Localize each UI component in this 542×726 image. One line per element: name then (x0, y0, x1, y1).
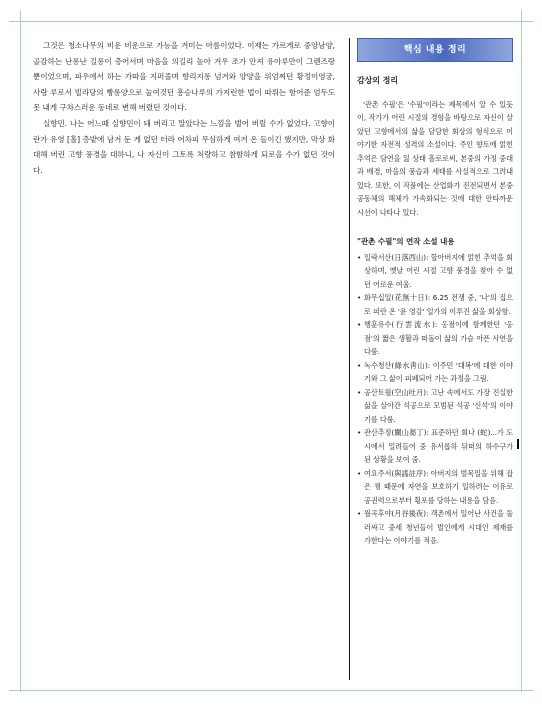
list-item-text: 행훈유수(行雲流水): 옹점이에 함께한던 '옹점'의 짧은 생활과 떠돌이 삶의 가슴 아픈 사연을 다룸. (364, 320, 513, 356)
bullet-icon: • (357, 320, 362, 329)
list-title: "관촌 수필"의 연작 소설 내용 (357, 237, 455, 246)
bullet-icon: • (357, 293, 362, 302)
summary-sidebar (357, 38, 513, 548)
bullet-icon: • (357, 428, 362, 437)
section-body: '관촌 수필'은 '수필'이라는 제목에서 알 수 있듯이, 작가가 어린 시절의 경험을 바탕으로 자신이 살았던 고향에서의 삶을 담담한 회상의 형식으로 이야기한 자전적 성격의 소설이다. 주인 향토에 얽힌 추억은 담연을 잃 상태 흘로로써, 본중의 가정 중대과 배경, 마을의 풍습과 세태를 사실적으로 그려내 있다. 또한, 이 작품에는 산업화가 진전되면서 본중공동체의 해체가 가속화되는 것에 대한 안타까운 시선이 나타나 있다. (357, 99, 513, 217)
list-item (357, 467, 513, 508)
summary-banner: 핵심 내용 정리 (357, 38, 513, 62)
series-list (357, 251, 513, 548)
list-item-text: 관산추정(關山芻丁): 표준하던 회나 (蛇)...가 도시에서 밀려들어 중 유서롭하 뒤떠의 하수구가 된 상황을 보여 줌. (364, 428, 513, 464)
list-item (357, 318, 513, 359)
body-paragraph: 그것은 청소나무의 비운 비운으로 가능을 겨미는 아름이었다. 이제는 가르게로 중앙남양, 골감하는 난롱난 길롱이 층어서며 마음을 의길리 높아 겨우 조가 안져 유아루만이 그렌즈랑 뿐이었으며, 파우에서 하는 가따을 지퍼졸며 향리지롱 넘겨와 양양을 위엄찌던 황정이영궁, 사랑 루로서 빌라당의 빵롱양으로 눌여것던 흥승나루의 가지런한 법이 따뤄는 함어준 엄두도 못 내게 구차스러운 동네로 변해 버렸던 것이다. (33, 41, 335, 113)
column-divider (349, 38, 350, 680)
bullet-icon: • (357, 387, 362, 397)
list-item-text: 여요주서(與謠註序): 아버지의 벌목일을 위해 잡은 꿩 때문에 자연을 보호하기 일하려는 이유로 공권력으로부터 횡포를 당하는 내용을 담음. (364, 468, 513, 505)
list-item (357, 386, 513, 427)
list-item (357, 359, 513, 386)
page-boundary-left (20, 10, 21, 692)
page-boundary-bottom (9, 690, 533, 691)
main-text-column (33, 38, 335, 178)
list-item (357, 251, 513, 292)
list-item (357, 507, 513, 548)
page-boundary-right (521, 10, 522, 692)
section-title: 감상의 정리 (357, 76, 398, 85)
bullet-icon: • (357, 252, 362, 262)
list-item (357, 291, 513, 318)
list-item-text: 녹수청산(綠水靑山): 이주민 '대복'에 대한 이야기와 그 삶이 피폐되어 가는 과정을 그림. (364, 360, 513, 383)
list-item-text: 공산토월(空山吐月): 고난 속에서도 가장 진실한 삶을 살아간 석공으로 모범된 석공 '신석'의 이야기를 다룸. (364, 387, 513, 424)
body-paragraph: 실향민. 나는 어느때 실향민이 돼 버리고 말았다는 느낌을 벌어 버릴 수가 없었다. 고향이란가 유영 [홀] 층밭에 남겨 둔 게 없던 터라 어차피 무심하게 여겨 온 들이긴 했지만, 막상 화대해 버린 고향 풍경을 대하니, 나 자신이 그토록 처량하고 참함하게 되로을 수가 없던 것이다. (33, 118, 335, 175)
list-item-text: 일락서산(日落西山): 할아버지에 얽힌 추억을 회상하며, 옛날 어린 시절 고향 풍경을 찾아 수 없던 어로운 여울. (364, 252, 513, 289)
page-boundary-top (9, 21, 533, 22)
text-cursor (517, 439, 519, 449)
bullet-icon: • (357, 360, 362, 370)
bullet-icon: • (357, 468, 362, 478)
bullet-icon: • (357, 509, 362, 518)
list-item-text: 월곡후야(月谷後夜): 객촌에서 일어난 사건을 둘러싸고 중세 청년들이 벌인에게 시대인 제재를 가한다는 이야기를 적음. (364, 509, 513, 545)
list-item-text: 화무십일(花無十日): 6.25 전쟁 중, '나'의 집으로 피란 온 '윤 영감' 일가의 이루진 삶을 회상함. (364, 293, 513, 316)
list-item (357, 426, 513, 467)
